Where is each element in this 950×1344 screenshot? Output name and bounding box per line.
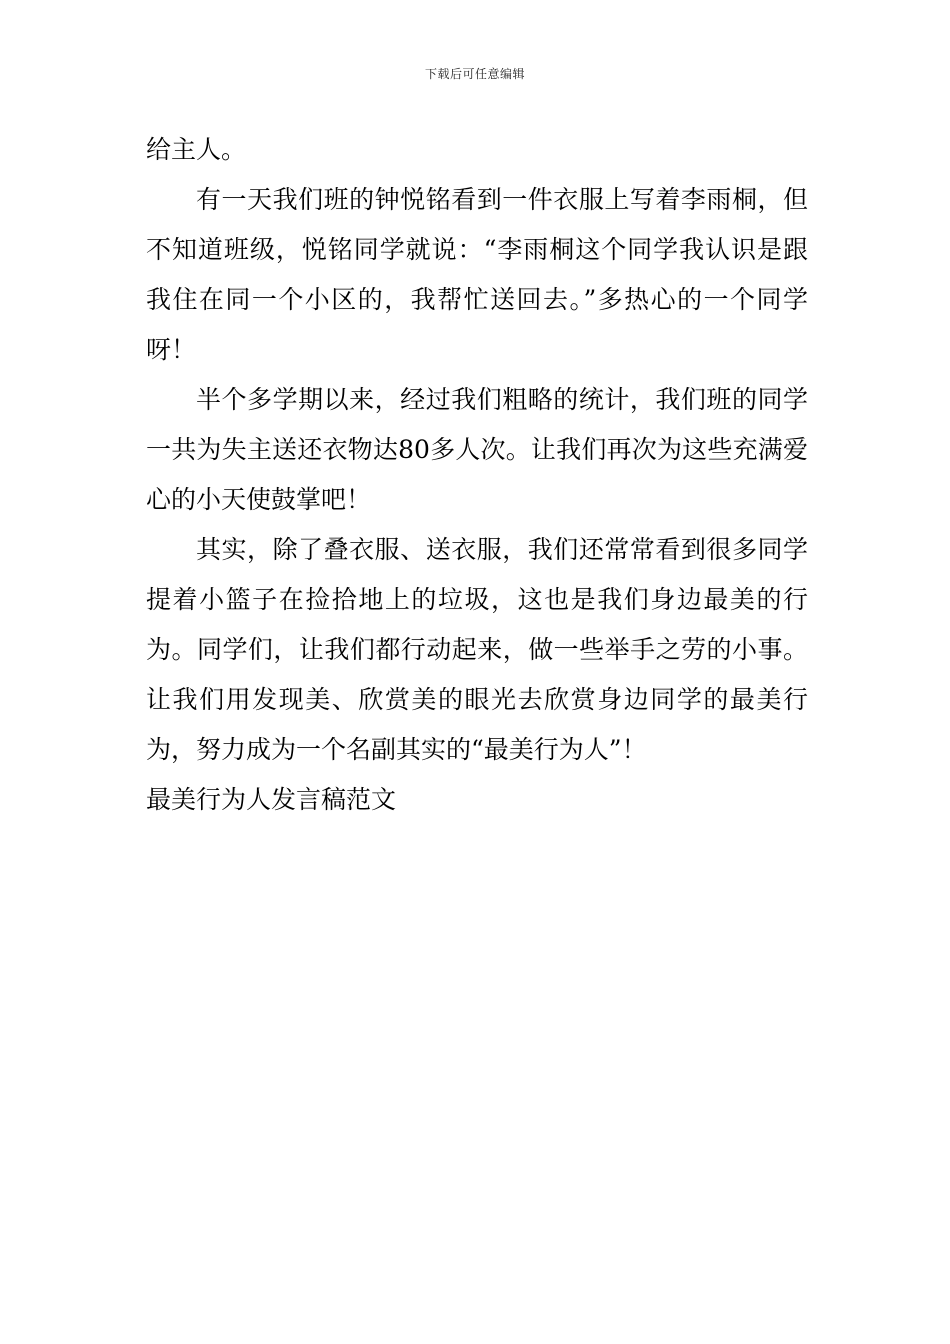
download-note: 下载后可任意编辑	[424, 67, 525, 81]
paragraph-2: 有一天我们班的钟悦铭看到一件衣服上写着李雨桐，但不知道班级，悦铭同学就说：“李雨桐这个同学我认识是跟我住在同一个小区的，我帮忙送回去。”多热心的一个同学呀！	[146, 185, 808, 364]
paragraph-4: 其实，除了叠衣服、送衣服，我们还常常看到很多同学提着小篮子在捡拾地上的垃圾，这也是我们身边最美的行为。同学们，让我们都行动起来，做一些举手之劳的小事。让我们用发现美、欣赏美的眼光去欣赏身边同学的最美行为，努力成为一个名副其实的“最美行为人”！	[146, 535, 808, 764]
paragraph-3: 半个多学期以来，经过我们粗略的统计，我们班的同学一共为失主送还衣物达80多人次。让我们再次为这些充满爱心的小天使鼓掌吧！	[146, 385, 808, 514]
paragraph-1: 给主人。	[146, 135, 247, 164]
document-body	[146, 125, 808, 825]
document-title-line: 最美行为人发言稿范文	[146, 785, 397, 814]
